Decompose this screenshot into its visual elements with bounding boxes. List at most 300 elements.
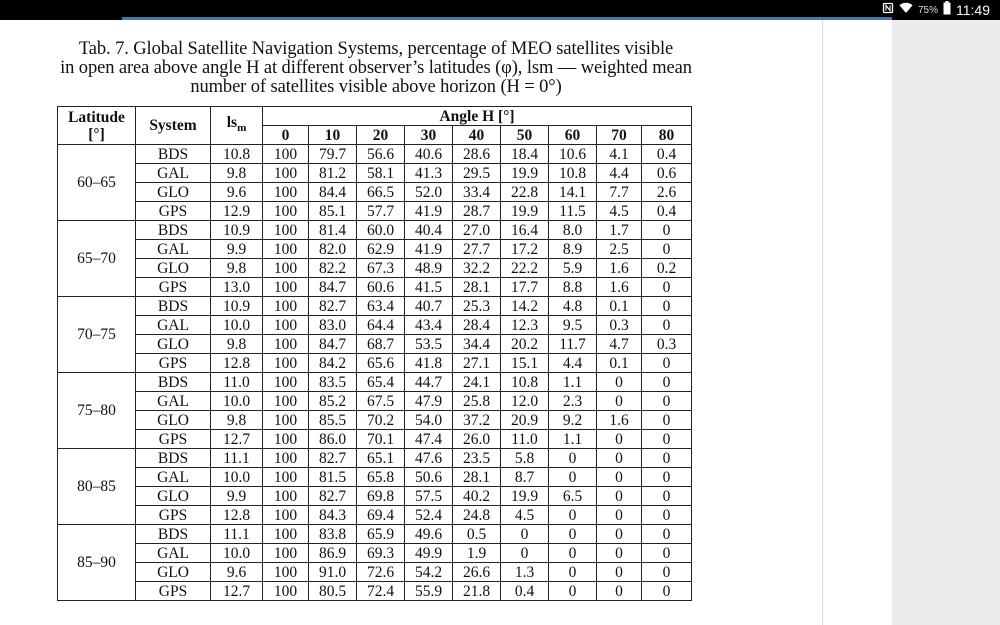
angle-header-cell: 70 [597, 126, 642, 145]
value-cell: 29.5 [453, 164, 501, 183]
table-row [58, 563, 692, 582]
value-cell: 54.2 [405, 563, 453, 582]
angle-header-cell: 20 [357, 126, 405, 145]
value-cell: 0.4 [642, 202, 692, 221]
value-cell: 37.2 [453, 411, 501, 430]
lsm-cell: 11.1 [211, 449, 263, 468]
lsm-cell: 12.8 [211, 506, 263, 525]
value-cell: 65.9 [357, 525, 405, 544]
angle-header: Angle H [°] [263, 107, 692, 126]
value-cell: 9.5 [549, 316, 597, 335]
value-cell: 58.1 [357, 164, 405, 183]
value-cell: 0 [597, 487, 642, 506]
value-cell: 4.5 [597, 202, 642, 221]
value-cell: 0 [597, 525, 642, 544]
value-cell: 2.5 [597, 240, 642, 259]
value-cell: 0.4 [501, 582, 549, 601]
value-cell: 26.0 [453, 430, 501, 449]
value-cell: 85.1 [309, 202, 357, 221]
table-row [58, 259, 692, 278]
page-edge [822, 20, 823, 625]
value-cell: 55.9 [405, 582, 453, 601]
value-cell: 69.8 [357, 487, 405, 506]
value-cell: 0 [549, 506, 597, 525]
value-cell: 48.9 [405, 259, 453, 278]
value-cell: 82.7 [309, 449, 357, 468]
table-row [58, 430, 692, 449]
value-cell: 0.5 [453, 525, 501, 544]
angle-header-cell: 80 [642, 126, 692, 145]
value-cell: 11.0 [501, 430, 549, 449]
value-cell: 0 [501, 544, 549, 563]
value-cell: 70.1 [357, 430, 405, 449]
value-cell: 17.2 [501, 240, 549, 259]
value-cell: 41.8 [405, 354, 453, 373]
value-cell: 28.1 [453, 278, 501, 297]
value-cell: 49.9 [405, 544, 453, 563]
table-row [58, 392, 692, 411]
value-cell: 23.5 [453, 449, 501, 468]
lsm-cell: 10.8 [211, 145, 263, 164]
value-cell: 1.1 [549, 430, 597, 449]
value-cell: 70.2 [357, 411, 405, 430]
angle-header-cell: 0 [263, 126, 309, 145]
value-cell: 8.9 [549, 240, 597, 259]
table-row [58, 354, 692, 373]
value-cell: 0.1 [597, 354, 642, 373]
value-cell: 2.6 [642, 183, 692, 202]
value-cell: 4.8 [549, 297, 597, 316]
value-cell: 0 [501, 525, 549, 544]
value-cell: 0 [642, 240, 692, 259]
value-cell: 81.5 [309, 468, 357, 487]
lsm-cell: 11.0 [211, 373, 263, 392]
caption-line: in open area above angle H at different observer’s latitudes (φ), lsm — weighted mean [60, 58, 692, 78]
system-cell: GAL [136, 316, 211, 335]
system-cell: BDS [136, 297, 211, 316]
value-cell: 1.9 [453, 544, 501, 563]
value-cell: 0 [642, 449, 692, 468]
lsm-cell: 10.9 [211, 221, 263, 240]
caption-line: Tab. 7. Global Satellite Navigation Systems, percentage of MEO satellites visible [78, 39, 674, 59]
value-cell: 57.5 [405, 487, 453, 506]
value-cell: 0 [642, 563, 692, 582]
value-cell: 28.1 [453, 468, 501, 487]
value-cell: 17.7 [501, 278, 549, 297]
value-cell: 12.3 [501, 316, 549, 335]
value-cell: 85.5 [309, 411, 357, 430]
value-cell: 9.2 [549, 411, 597, 430]
value-cell: 0 [597, 582, 642, 601]
value-cell: 83.8 [309, 525, 357, 544]
lsm-cell: 12.7 [211, 582, 263, 601]
table-row [58, 164, 692, 183]
value-cell: 69.4 [357, 506, 405, 525]
value-cell: 27.1 [453, 354, 501, 373]
value-cell: 100 [263, 145, 309, 164]
value-cell: 0 [549, 582, 597, 601]
value-cell: 0 [642, 525, 692, 544]
table-row [58, 335, 692, 354]
value-cell: 64.4 [357, 316, 405, 335]
lsm-cell: 12.8 [211, 354, 263, 373]
value-cell: 100 [263, 487, 309, 506]
value-cell: 86.9 [309, 544, 357, 563]
system-cell: GLO [136, 411, 211, 430]
value-cell: 81.4 [309, 221, 357, 240]
lsm-cell: 10.9 [211, 297, 263, 316]
satellite-visibility-table [57, 106, 692, 601]
system-cell: GLO [136, 487, 211, 506]
value-cell: 83.0 [309, 316, 357, 335]
value-cell: 100 [263, 259, 309, 278]
value-cell: 19.9 [501, 164, 549, 183]
value-cell: 1.6 [597, 259, 642, 278]
table-row [58, 183, 692, 202]
value-cell: 100 [263, 506, 309, 525]
caption-line: number of satellites visible above horizon (H = 0°) [190, 77, 562, 97]
value-cell: 25.3 [453, 297, 501, 316]
value-cell: 1.7 [597, 221, 642, 240]
value-cell: 52.4 [405, 506, 453, 525]
value-cell: 62.9 [357, 240, 405, 259]
lsm-cell: 9.9 [211, 240, 263, 259]
value-cell: 4.5 [501, 506, 549, 525]
system-cell: GPS [136, 202, 211, 221]
angle-header-cell: 60 [549, 126, 597, 145]
value-cell: 0 [642, 316, 692, 335]
value-cell: 0 [549, 468, 597, 487]
value-cell: 5.8 [501, 449, 549, 468]
latitude-cell: 70–75 [58, 297, 136, 373]
system-cell: BDS [136, 145, 211, 164]
value-cell: 4.1 [597, 145, 642, 164]
value-cell: 84.2 [309, 354, 357, 373]
latitude-cell: 80–85 [58, 449, 136, 525]
value-cell: 47.9 [405, 392, 453, 411]
lsm-cell: 9.8 [211, 164, 263, 183]
value-cell: 100 [263, 240, 309, 259]
value-cell: 21.8 [453, 582, 501, 601]
value-cell: 4.7 [597, 335, 642, 354]
lsm-cell: 13.0 [211, 278, 263, 297]
value-cell: 26.6 [453, 563, 501, 582]
value-cell: 24.8 [453, 506, 501, 525]
lsm-cell: 11.1 [211, 525, 263, 544]
value-cell: 41.9 [405, 240, 453, 259]
value-cell: 0.3 [642, 335, 692, 354]
value-cell: 54.0 [405, 411, 453, 430]
value-cell: 0 [597, 544, 642, 563]
value-cell: 47.6 [405, 449, 453, 468]
lsm-cell: 9.6 [211, 563, 263, 582]
system-cell: GAL [136, 544, 211, 563]
value-cell: 63.4 [357, 297, 405, 316]
value-cell: 0 [642, 373, 692, 392]
value-cell: 80.5 [309, 582, 357, 601]
table-row [58, 506, 692, 525]
value-cell: 0 [642, 354, 692, 373]
table-row [58, 582, 692, 601]
value-cell: 82.7 [309, 487, 357, 506]
value-cell: 0 [642, 392, 692, 411]
system-cell: GPS [136, 430, 211, 449]
value-cell: 100 [263, 563, 309, 582]
value-cell: 19.9 [501, 487, 549, 506]
value-cell: 8.0 [549, 221, 597, 240]
table-row [58, 525, 692, 544]
value-cell: 82.2 [309, 259, 357, 278]
lsm-cell: 9.8 [211, 335, 263, 354]
value-cell: 40.2 [453, 487, 501, 506]
system-cell: GPS [136, 278, 211, 297]
system-cell: GLO [136, 335, 211, 354]
value-cell: 65.4 [357, 373, 405, 392]
lsm-cell: 9.8 [211, 259, 263, 278]
value-cell: 84.7 [309, 278, 357, 297]
value-cell: 69.3 [357, 544, 405, 563]
value-cell: 0 [549, 449, 597, 468]
value-cell: 0 [597, 468, 642, 487]
value-cell: 8.8 [549, 278, 597, 297]
side-panel [892, 20, 1000, 625]
lsm-cell: 12.7 [211, 430, 263, 449]
value-cell: 0 [642, 582, 692, 601]
value-cell: 49.6 [405, 525, 453, 544]
battery-icon [943, 1, 951, 20]
value-cell: 0 [642, 487, 692, 506]
value-cell: 81.2 [309, 164, 357, 183]
accent-line [122, 17, 892, 20]
value-cell: 0 [642, 278, 692, 297]
value-cell: 0 [642, 468, 692, 487]
value-cell: 11.5 [549, 202, 597, 221]
system-cell: GPS [136, 354, 211, 373]
table-row [58, 202, 692, 221]
latitude-header [58, 107, 136, 145]
table-body [58, 145, 692, 601]
value-cell: 100 [263, 278, 309, 297]
value-cell: 79.7 [309, 145, 357, 164]
value-cell: 100 [263, 392, 309, 411]
value-cell: 82.0 [309, 240, 357, 259]
value-cell: 0 [642, 430, 692, 449]
value-cell: 52.0 [405, 183, 453, 202]
table-row [58, 278, 692, 297]
value-cell: 0 [597, 506, 642, 525]
value-cell: 10.8 [501, 373, 549, 392]
value-cell: 67.3 [357, 259, 405, 278]
value-cell: 60.6 [357, 278, 405, 297]
value-cell: 50.6 [405, 468, 453, 487]
value-cell: 67.5 [357, 392, 405, 411]
value-cell: 15.1 [501, 354, 549, 373]
value-cell: 40.4 [405, 221, 453, 240]
angle-header-cell: 50 [501, 126, 549, 145]
value-cell: 100 [263, 335, 309, 354]
latitude-cell: 60–65 [58, 145, 136, 221]
value-cell: 0.1 [597, 297, 642, 316]
lsm-cell: 10.0 [211, 392, 263, 411]
system-cell: BDS [136, 373, 211, 392]
latitude-header-unit: [°] [88, 125, 105, 143]
value-cell: 22.8 [501, 183, 549, 202]
value-cell: 53.5 [405, 335, 453, 354]
value-cell: 1.1 [549, 373, 597, 392]
table-row [58, 411, 692, 430]
value-cell: 72.4 [357, 582, 405, 601]
value-cell: 0.3 [597, 316, 642, 335]
latitude-cell: 75–80 [58, 373, 136, 449]
value-cell: 100 [263, 221, 309, 240]
value-cell: 0.4 [642, 145, 692, 164]
value-cell: 40.7 [405, 297, 453, 316]
value-cell: 33.4 [453, 183, 501, 202]
value-cell: 84.7 [309, 335, 357, 354]
value-cell: 22.2 [501, 259, 549, 278]
value-cell: 1.6 [597, 278, 642, 297]
value-cell: 0 [597, 373, 642, 392]
value-cell: 11.7 [549, 335, 597, 354]
system-header: System [136, 107, 211, 145]
value-cell: 6.5 [549, 487, 597, 506]
lsm-cell: 9.6 [211, 183, 263, 202]
lsm-cell: 9.9 [211, 487, 263, 506]
value-cell: 27.7 [453, 240, 501, 259]
table-caption [60, 40, 692, 97]
value-cell: 4.4 [549, 354, 597, 373]
battery-percent: 75% [917, 4, 938, 16]
value-cell: 0 [597, 392, 642, 411]
system-cell: GAL [136, 392, 211, 411]
value-cell: 41.3 [405, 164, 453, 183]
value-cell: 56.6 [357, 145, 405, 164]
value-cell: 43.4 [405, 316, 453, 335]
value-cell: 18.4 [501, 145, 549, 164]
value-cell: 100 [263, 183, 309, 202]
value-cell: 86.0 [309, 430, 357, 449]
value-cell: 1.3 [501, 563, 549, 582]
value-cell: 100 [263, 373, 309, 392]
table-row [58, 487, 692, 506]
value-cell: 25.8 [453, 392, 501, 411]
value-cell: 28.4 [453, 316, 501, 335]
value-cell: 0 [549, 563, 597, 582]
value-cell: 100 [263, 202, 309, 221]
system-cell: GPS [136, 506, 211, 525]
value-cell: 0.6 [642, 164, 692, 183]
system-cell: GLO [136, 183, 211, 202]
table-row [58, 373, 692, 392]
value-cell: 68.7 [357, 335, 405, 354]
value-cell: 0 [597, 449, 642, 468]
value-cell: 1.6 [597, 411, 642, 430]
table-row [58, 240, 692, 259]
value-cell: 100 [263, 449, 309, 468]
lsm-cell: 12.9 [211, 202, 263, 221]
value-cell: 12.0 [501, 392, 549, 411]
latitude-header-label: Latitude [68, 108, 125, 126]
table-row [58, 145, 692, 164]
value-cell: 0 [642, 411, 692, 430]
value-cell: 5.9 [549, 259, 597, 278]
value-cell: 100 [263, 164, 309, 183]
value-cell: 10.8 [549, 164, 597, 183]
value-cell: 32.2 [453, 259, 501, 278]
system-cell: BDS [136, 525, 211, 544]
lsm-cell: 10.0 [211, 544, 263, 563]
table-row [58, 316, 692, 335]
table-row [58, 544, 692, 563]
value-cell: 41.9 [405, 202, 453, 221]
table-row [58, 468, 692, 487]
value-cell: 0 [549, 525, 597, 544]
value-cell: 0 [642, 544, 692, 563]
angle-header-cell: 40 [453, 126, 501, 145]
system-cell: GAL [136, 240, 211, 259]
value-cell: 14.2 [501, 297, 549, 316]
value-cell: 91.0 [309, 563, 357, 582]
value-cell: 16.4 [501, 221, 549, 240]
system-cell: GLO [136, 563, 211, 582]
lsm-cell: 9.8 [211, 411, 263, 430]
value-cell: 100 [263, 297, 309, 316]
value-cell: 83.5 [309, 373, 357, 392]
value-cell: 28.6 [453, 145, 501, 164]
system-cell: GLO [136, 259, 211, 278]
value-cell: 85.2 [309, 392, 357, 411]
value-cell: 65.1 [357, 449, 405, 468]
value-cell: 2.3 [549, 392, 597, 411]
clock: 11:49 [956, 2, 990, 18]
system-cell: GAL [136, 468, 211, 487]
value-cell: 28.7 [453, 202, 501, 221]
value-cell: 84.3 [309, 506, 357, 525]
value-cell: 100 [263, 430, 309, 449]
value-cell: 65.6 [357, 354, 405, 373]
value-cell: 72.6 [357, 563, 405, 582]
latitude-cell: 85–90 [58, 525, 136, 601]
value-cell: 65.8 [357, 468, 405, 487]
wifi-icon [899, 1, 913, 19]
lsm-cell: 10.0 [211, 316, 263, 335]
value-cell: 100 [263, 525, 309, 544]
value-cell: 0 [642, 221, 692, 240]
value-cell: 44.7 [405, 373, 453, 392]
value-cell: 0 [549, 544, 597, 563]
table-row [58, 449, 692, 468]
value-cell: 0 [597, 430, 642, 449]
system-cell: BDS [136, 221, 211, 240]
system-cell: GAL [136, 164, 211, 183]
table-row [58, 297, 692, 316]
lsm-cell: 10.0 [211, 468, 263, 487]
value-cell: 100 [263, 411, 309, 430]
table-header [58, 107, 692, 145]
value-cell: 57.7 [357, 202, 405, 221]
value-cell: 4.4 [597, 164, 642, 183]
value-cell: 84.4 [309, 183, 357, 202]
value-cell: 14.1 [549, 183, 597, 202]
system-cell: BDS [136, 449, 211, 468]
lsm-header: $ls_m$ [211, 107, 263, 145]
value-cell: 0 [597, 563, 642, 582]
latitude-cell: 65–70 [58, 221, 136, 297]
value-cell: 24.1 [453, 373, 501, 392]
angle-header-cell: 30 [405, 126, 453, 145]
value-cell: 0 [642, 297, 692, 316]
status-icons [882, 0, 990, 20]
